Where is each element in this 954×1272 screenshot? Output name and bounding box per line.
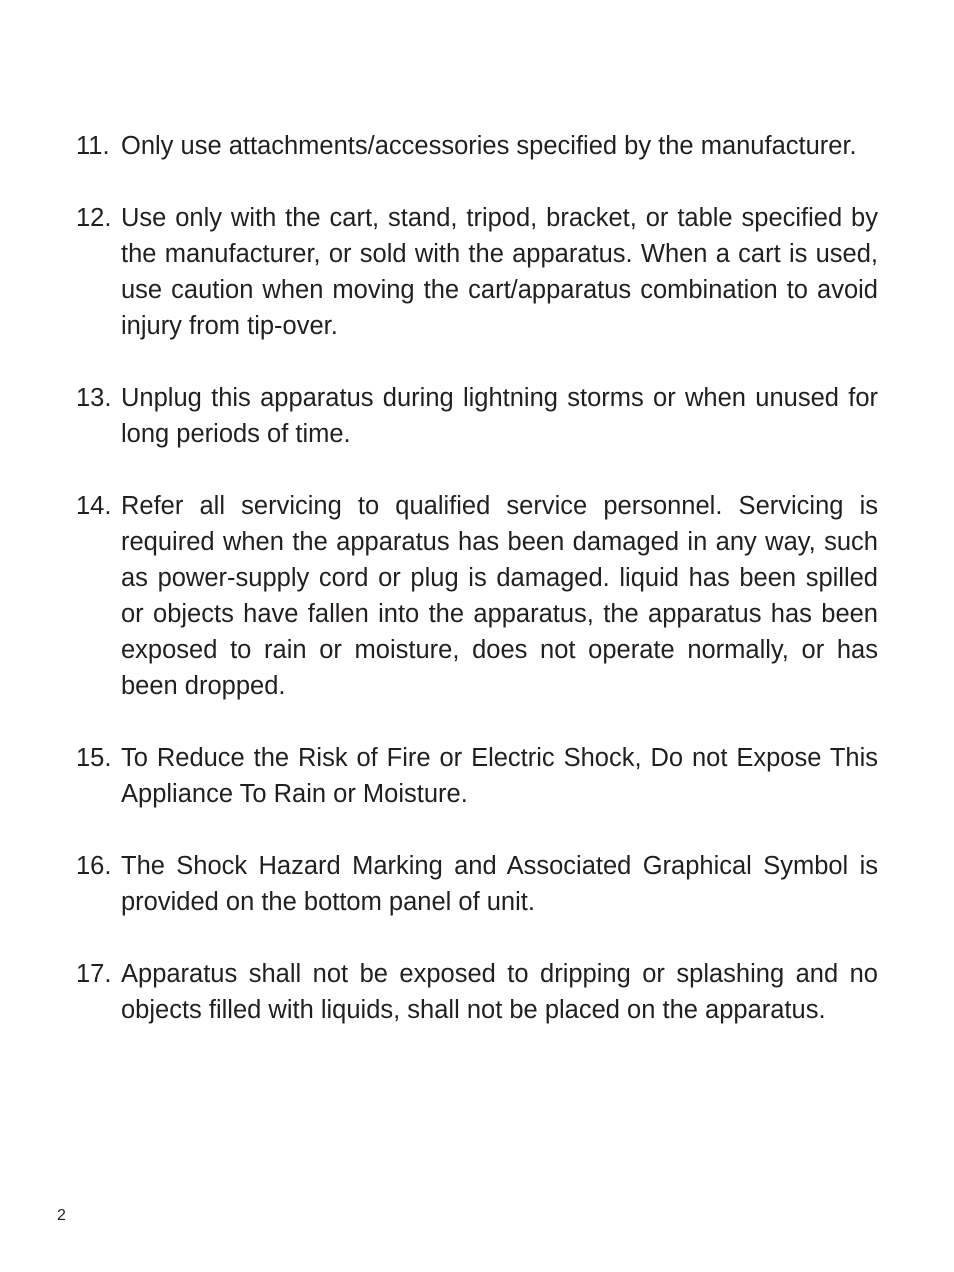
item-text: To Reduce the Risk of Fire or Electric Shock, Do not Expose This Appliance To Rain or Moisture.	[121, 744, 878, 808]
instruction-item-12	[76, 200, 878, 344]
instruction-item-13	[76, 380, 878, 452]
item-text: Refer all servicing to qualified service personnel. Servicing is required when the apparatus has been damaged in any way, such as power-supply cord or plug is damaged. liquid has been spilled or objects have fallen into the apparatus, the apparatus has been exposed to rain or moisture, does not operate normally, or has been dropped.	[121, 492, 878, 700]
instruction-item-17	[76, 956, 878, 1028]
safety-instructions-list	[76, 128, 878, 1064]
item-number: 12.	[76, 204, 112, 232]
item-text: Only use attachments/accessories specified by the manufacturer.	[121, 132, 857, 160]
item-number: 11.	[76, 132, 110, 160]
page-number: 2	[57, 1207, 66, 1224]
instruction-item-16	[76, 848, 878, 920]
item-text: Apparatus shall not be exposed to dripping or splashing and no objects filled with liquids, shall not be placed on the apparatus.	[121, 960, 878, 1024]
instruction-item-11	[76, 128, 878, 164]
instruction-item-14	[76, 488, 878, 704]
item-number: 13.	[76, 384, 112, 412]
item-text: Unplug this apparatus during lightning storms or when unused for long periods of time.	[121, 384, 878, 448]
instruction-item-15	[76, 740, 878, 812]
item-number: 16.	[76, 852, 112, 880]
item-text: Use only with the cart, stand, tripod, bracket, or table specified by the manufacturer, or sold with the apparatus. When a cart is used, use caution when moving the cart/apparatus combination to avoid injury from tip-over.	[121, 204, 878, 340]
item-number: 17.	[76, 960, 112, 988]
item-text: The Shock Hazard Marking and Associated Graphical Symbol is provided on the bottom panel of unit.	[121, 852, 878, 916]
item-number: 14.	[76, 492, 112, 520]
item-number: 15.	[76, 744, 112, 772]
